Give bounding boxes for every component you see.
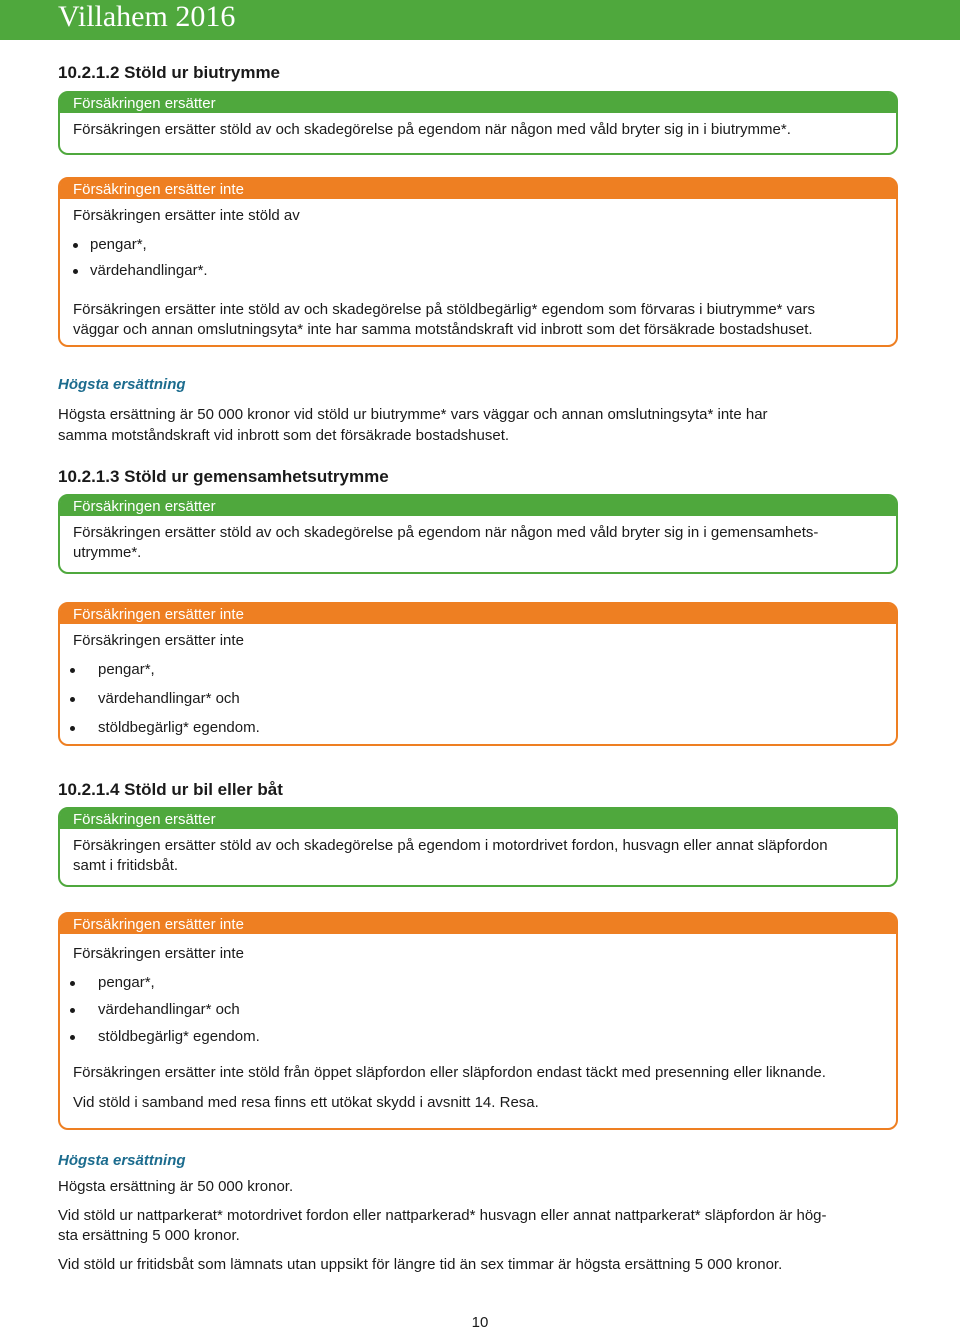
excluded-note-line-2: väggar och annan omslutningsyta* inte har samma motståndskraft vid inbrott som det försäkrade bostadshuset. bbox=[73, 321, 813, 338]
bullet-icon bbox=[73, 243, 78, 248]
max-compensation-line-2: samma motståndskraft vid inbrott som det försäkrade bostadshuset. bbox=[58, 427, 510, 444]
covered-box-gemensamhetsutrymme bbox=[58, 494, 898, 574]
bullet-icon bbox=[73, 269, 78, 274]
excluded-box-gemensamhetsutrymme: Försäkringen ersätter inte Försäkringen ersätter inte pengar*, värdehandlingar* och stöldbegärlig* egendom. bbox=[58, 602, 898, 746]
max-compensation-line-1: Högsta ersättning är 50 000 kronor. bbox=[58, 1178, 294, 1195]
excluded-intro: Försäkringen ersätter inte bbox=[73, 632, 244, 649]
max-compensation-heading: Högsta ersättning bbox=[58, 1152, 186, 1169]
page-number: 10 bbox=[471, 1314, 489, 1331]
section-heading-gemensamhetsutrymme: 10.2.1.3 Stöld ur gemensamhetsutrymme bbox=[58, 467, 389, 486]
section-heading-biutrymme: 10.2.1.2 Stöld ur biutrymme bbox=[58, 63, 281, 82]
max-compensation-line-3: sta ersättning 5 000 kronor. bbox=[58, 1227, 240, 1244]
page-header-bar bbox=[0, 0, 960, 40]
covered-box-biutrymme bbox=[58, 91, 898, 155]
bullet-icon bbox=[70, 726, 75, 731]
bullet-icon bbox=[70, 981, 75, 986]
max-compensation-line-1: Högsta ersättning är 50 000 kronor vid stöld ur biutrymme* vars väggar och annan omslutningsyta* inte har bbox=[58, 406, 768, 423]
covered-box-title: Försäkringen ersätter bbox=[60, 93, 896, 113]
bullet-icon bbox=[70, 1035, 75, 1040]
max-compensation-line-4: Vid stöld ur fritidsbåt som lämnats utan uppsikt för längre tid än sex timmar är högsta ersättning 5 000 kronor. bbox=[58, 1256, 783, 1273]
covered-text: Försäkringen ersätter stöld av och skadegörelse på egendom när någon med våld bryter sig in i biutrymme*. bbox=[73, 121, 791, 138]
excluded-box-biutrymme: Försäkringen ersätter inte Försäkringen ersätter inte stöld av pengar*, värdehandlingar*. Försäkringen ersätter inte stöld av och skadegörelse på stöldbegärlig* egendom som förvaras i biutrymme* vars väggar och annan omslutningsyta* inte har samma motståndskraft vid inbrott som det försäkrade bostadshuset. bbox=[58, 177, 898, 347]
section-heading-bil-eller-bat: 10.2.1.4 Stöld ur bil eller båt bbox=[58, 780, 283, 799]
document-title: Villahem 2016 bbox=[58, 0, 236, 33]
bullet-icon bbox=[70, 1008, 75, 1013]
bullet-icon bbox=[70, 697, 75, 702]
max-compensation-line-2: Vid stöld ur nattparkerat* motordrivet fordon eller nattparkerad* husvagn eller annat nattparkerat* släpfordon är hög- bbox=[58, 1207, 827, 1224]
excluded-note-line-1: Försäkringen ersätter inte stöld av och skadegörelse på stöldbegärlig* egendom som förvaras i biutrymme* vars bbox=[73, 301, 816, 318]
excluded-box-bil-eller-bat: Försäkringen ersätter inte Försäkringen ersätter inte pengar*, värdehandlingar* och stöldbegärlig* egendom. Försäkringen ersätter inte stöld från öppet släpfordon eller släpfordon endast täckt med presenning eller liknande. Vid stöld i samband med resa finns ett utökat skydd i avsnitt 14. Resa. bbox=[58, 912, 898, 1130]
excluded-box-title: Försäkringen ersätter inte bbox=[60, 914, 896, 934]
bullet-icon bbox=[70, 668, 75, 673]
max-compensation-heading: Högsta ersättning bbox=[58, 376, 186, 393]
covered-text-line-1: Försäkringen ersätter stöld av och skadegörelse på egendom i motordrivet fordon, husvagn eller annat släpfordon bbox=[73, 837, 828, 854]
covered-text-line-2: samt i fritidsbåt. bbox=[73, 857, 179, 874]
excluded-box-title: Försäkringen ersätter inte bbox=[60, 604, 896, 624]
excluded-intro: Försäkringen ersätter inte stöld av bbox=[73, 207, 300, 224]
excluded-note-line-1: Försäkringen ersätter inte stöld från öppet släpfordon eller släpfordon endast täckt med presenning eller liknande. bbox=[73, 1064, 826, 1081]
covered-text-line-2: utrymme*. bbox=[73, 544, 142, 561]
excluded-note-line-2: Vid stöld i samband med resa finns ett utökat skydd i avsnitt 14. Resa. bbox=[73, 1094, 539, 1111]
covered-box-title: Försäkringen ersätter bbox=[60, 809, 896, 829]
covered-box-title: Försäkringen ersätter bbox=[60, 496, 896, 516]
covered-box-bil-eller-bat bbox=[58, 807, 898, 887]
excluded-intro: Försäkringen ersätter inte bbox=[73, 945, 244, 962]
covered-text-line-1: Försäkringen ersätter stöld av och skadegörelse på egendom när någon med våld bryter sig in i gemensamhets- bbox=[73, 524, 819, 541]
excluded-box-title: Försäkringen ersätter inte bbox=[60, 179, 896, 199]
